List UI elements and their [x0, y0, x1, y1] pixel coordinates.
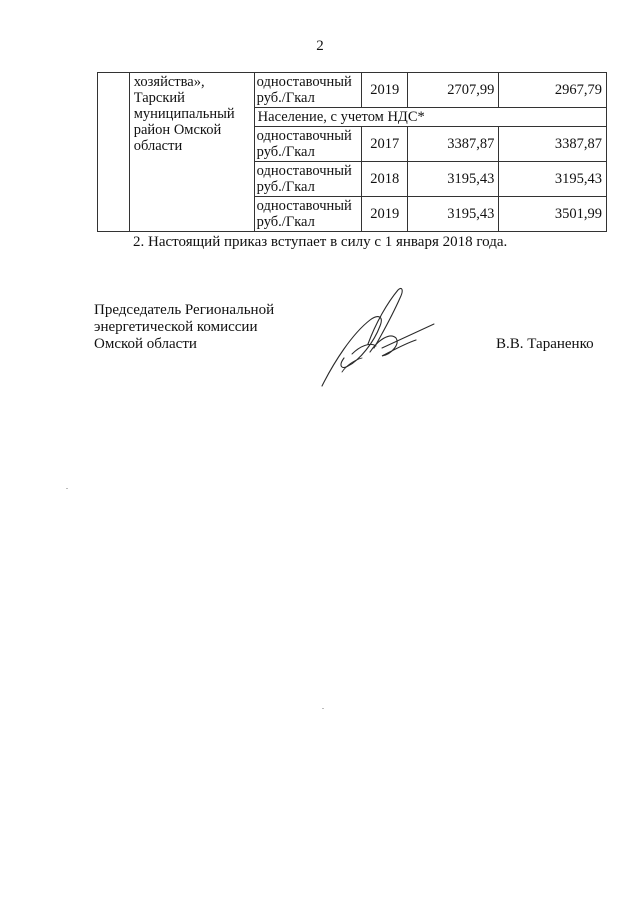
value-first-half-cell: 3195,43 [408, 197, 499, 232]
table-blank-cell [98, 73, 130, 232]
tariff-type-cell: одноставочный руб./Гкал [254, 197, 362, 232]
signatory-title-line: Председатель Региональной [94, 302, 275, 318]
organization-cell: хозяйства», Тарский муниципальный район Омской области [129, 73, 254, 232]
page-number: 2 [316, 38, 324, 54]
tariff-type-cell: одноставочный руб./Гкал [254, 73, 362, 108]
value-second-half-cell: 3501,99 [499, 197, 607, 232]
value-second-half-cell: 3195,43 [499, 162, 607, 197]
handwritten-signature-icon [312, 282, 442, 392]
tariff-table [97, 72, 607, 232]
year-cell: 2019 [362, 197, 408, 232]
clause-effective-date: 2. Настоящий приказ вступает в силу с 1 января 2018 года. [133, 234, 508, 250]
signatory-name: В.В. Тараненко [496, 336, 594, 352]
tariff-type-cell: одноставочный руб./Гкал [254, 162, 362, 197]
tariff-type-cell: одноставочный руб./Гкал [254, 127, 362, 162]
signatory-title [94, 302, 274, 353]
year-cell: 2019 [362, 73, 408, 108]
scan-speck [322, 708, 324, 709]
value-second-half-cell: 3387,87 [499, 127, 607, 162]
value-first-half-cell: 3195,43 [408, 162, 499, 197]
year-cell: 2018 [362, 162, 408, 197]
value-first-half-cell: 3387,87 [408, 127, 499, 162]
signatory-title-line: Омской области [94, 336, 197, 352]
year-cell: 2017 [362, 127, 408, 162]
scan-speck [66, 488, 68, 489]
section-heading-cell: Население, с учетом НДС* [254, 108, 606, 127]
table-row [98, 73, 607, 108]
signatory-title-line: энергетической комиссии [94, 319, 258, 335]
value-second-half-cell: 2967,79 [499, 73, 607, 108]
value-first-half-cell: 2707,99 [408, 73, 499, 108]
